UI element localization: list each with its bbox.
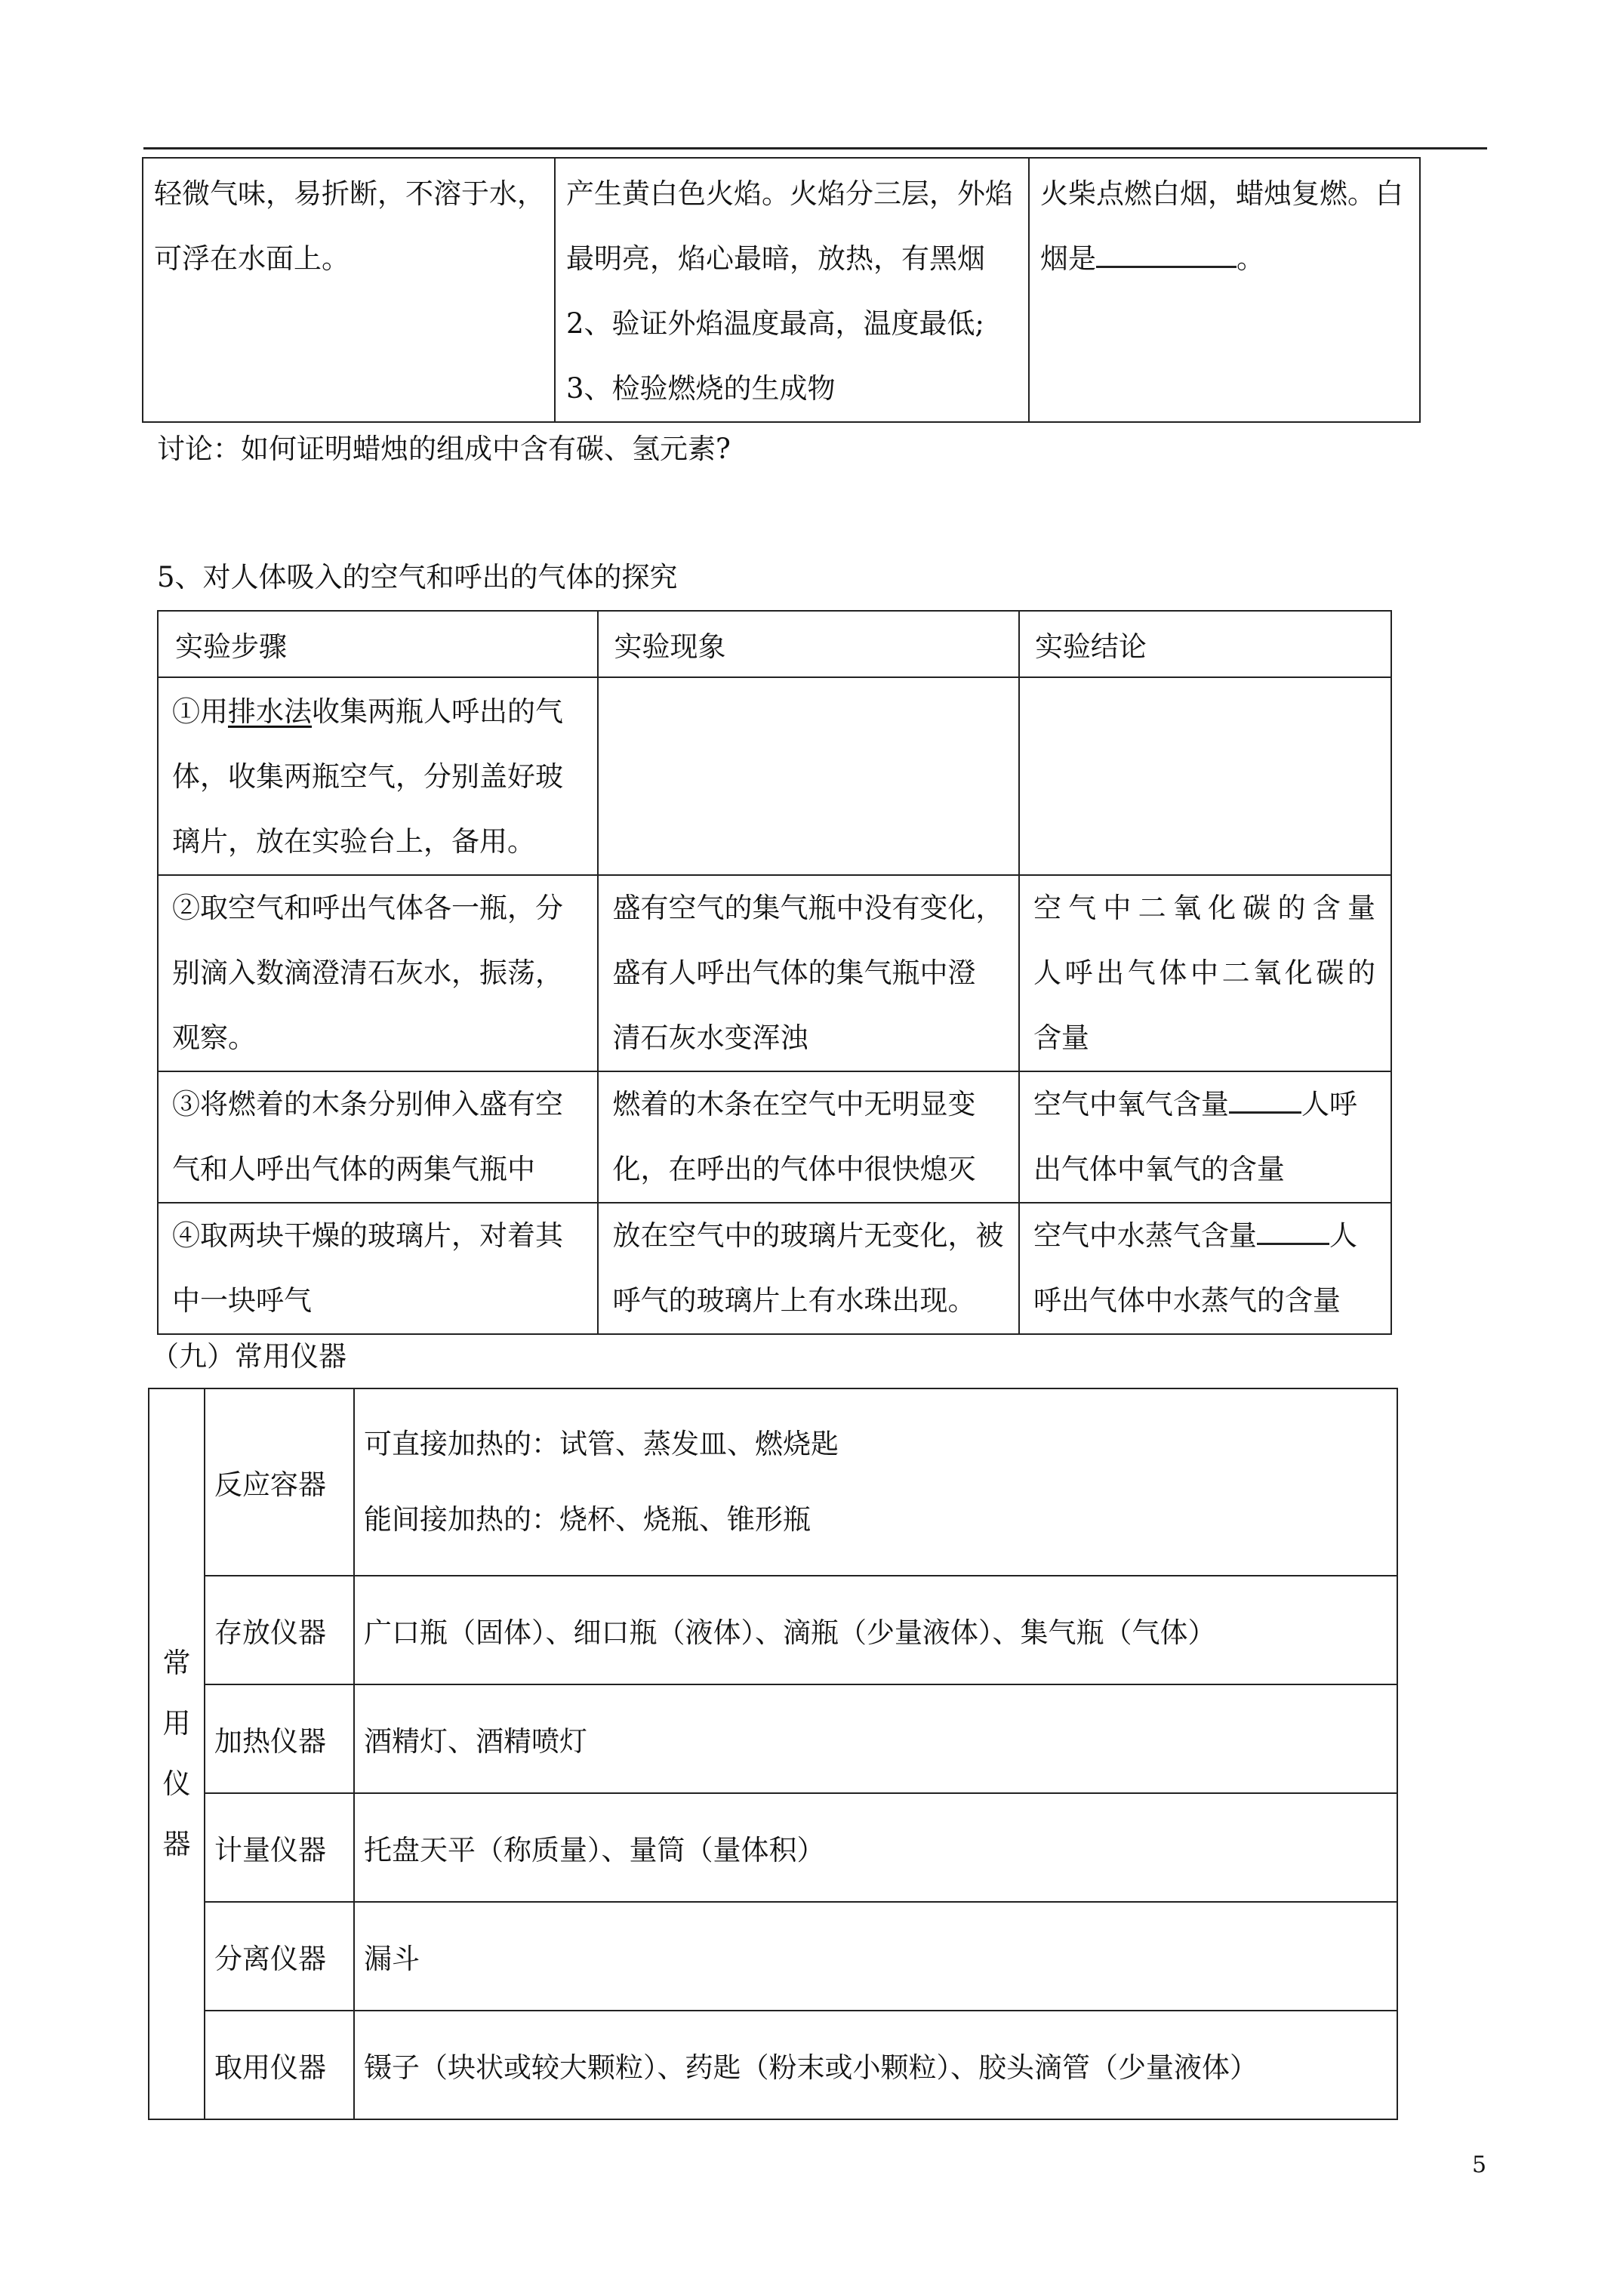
fill-in-blank — [1096, 236, 1236, 268]
flame-line-2: 最明亮，焰心最暗，放热，有黑烟 — [566, 242, 985, 275]
fill-in-blank — [1257, 1213, 1329, 1245]
side-label-cell — [149, 1388, 205, 2119]
instrument-list: 可直接加热的：试管、蒸发皿、燃烧匙 能间接加热的：烧杯、烧瓶、锥形瓶 — [354, 1388, 1397, 1576]
row1-step: ①用排水法收集两瓶人呼出的气 体，收集两瓶空气，分别盖好玻 璃片，放在实验台上，备用。 — [158, 677, 598, 875]
table-row — [158, 677, 1391, 875]
row4-step: ④取两块干燥的玻璃片，对着其 中一块呼气 — [158, 1203, 598, 1334]
instrument-list: 托盘天平（称质量）、量筒（量体积） — [354, 1793, 1397, 1902]
candle-table — [142, 157, 1421, 423]
table-row — [149, 1902, 1397, 2011]
row2-step: ②取空气和呼出气体各一瓶，分 别滴入数滴澄清石灰水，振荡， 观察。 — [158, 875, 598, 1071]
row3-step: ③将燃着的木条分别伸入盛有空 气和人呼出气体的两集气瓶中 — [158, 1071, 598, 1203]
instrument-category: 存放仪器 — [205, 1576, 354, 1684]
instrument-category: 加热仪器 — [205, 1684, 354, 1793]
discussion-text: 讨论：如何证明蜡烛的组成中含有碳、氢元素? — [157, 433, 731, 465]
flame-line-3: 2、验证外焰温度最高，温度最低; — [566, 307, 985, 340]
section9-title: （九）常用仪器 — [151, 1340, 346, 1373]
side-label-char: 器 — [162, 1828, 191, 1860]
table-row — [149, 1388, 1397, 1576]
table-row — [149, 1684, 1397, 1793]
table-row — [158, 875, 1391, 1071]
row3-conclusion: 空气中氧气含量 人呼 出气体中氧气的含量 — [1019, 1071, 1391, 1203]
instrument-list: 酒精灯、酒精喷灯 — [354, 1684, 1397, 1793]
row3-phenomenon: 燃着的木条在空气中无明显变 化，在呼出的气体中很快熄灭 — [598, 1071, 1018, 1203]
table-row — [158, 1203, 1391, 1334]
table-row — [149, 2011, 1397, 2119]
instrument-category: 反应容器 — [205, 1388, 354, 1576]
side-label-char: 用 — [162, 1707, 191, 1740]
row4-conclusion: 空气中水蒸气含量 人 呼出气体中水蒸气的含量 — [1019, 1203, 1391, 1334]
instrument-category: 计量仪器 — [205, 1793, 354, 1902]
row1-conclusion — [1019, 677, 1391, 875]
smoke-line-2 — [1040, 227, 1410, 291]
flame-line-4: 3、检验燃烧的生成物 — [566, 372, 836, 405]
instrument-list: 镊子（块状或较大颗粒）、药匙（粉末或小颗粒）、胶头滴管（少量液体） — [354, 2011, 1397, 2119]
table-row — [149, 1793, 1397, 1902]
side-label-char: 常 — [162, 1647, 191, 1679]
page-number: 5 — [1472, 2152, 1487, 2178]
header-phenomenon: 实验现象 — [598, 611, 1018, 677]
row2-phenomenon: 盛有空气的集气瓶中没有变化， 盛有人呼出气体的集气瓶中澄 清石灰水变浑浊 — [598, 875, 1018, 1071]
row1-phenomenon — [598, 677, 1018, 875]
instruments-table — [148, 1388, 1398, 2120]
header-rule — [143, 147, 1487, 149]
underlined-method: 排水法 — [228, 695, 312, 728]
candle-properties-cell — [143, 158, 555, 422]
candle-prop-line-2: 可浮在水面上。 — [154, 242, 350, 275]
smoke-line-2-prefix: 烟是 — [1039, 242, 1096, 275]
candle-prop-line-1: 轻微气味，易折断，不溶于水， — [154, 177, 545, 210]
instrument-category: 分离仪器 — [205, 1902, 354, 2011]
row2-conclusion: 空气中二氧化碳的含量 人呼出气体中二氧化碳的 含量 — [1019, 875, 1391, 1071]
table-row — [149, 1576, 1397, 1684]
flame-line-1: 产生黄白色火焰。火焰分三层，外焰 — [566, 177, 1013, 210]
breath-experiment-table — [157, 610, 1392, 1335]
header-conclusion: 实验结论 — [1019, 611, 1391, 677]
instrument-list: 广口瓶（固体）、细口瓶（液体）、滴瓶（少量液体）、集气瓶（气体） — [354, 1576, 1397, 1684]
header-step: 实验步骤 — [158, 611, 598, 677]
side-label-char: 仪 — [162, 1767, 191, 1800]
instrument-list: 漏斗 — [354, 1902, 1397, 2011]
section5-title: 5、对人体吸入的空气和呼出的气体的探究 — [157, 561, 678, 593]
candle-smoke-cell — [1029, 158, 1420, 422]
smoke-line-1: 火柴点燃白烟，蜡烛复燃。白 — [1039, 177, 1403, 210]
fill-in-blank — [1229, 1081, 1301, 1114]
instrument-category: 取用仪器 — [205, 2011, 354, 2119]
row4-phenomenon: 放在空气中的玻璃片无变化，被 呼气的玻璃片上有水珠出现。 — [598, 1203, 1018, 1334]
table-row — [158, 1071, 1391, 1203]
smoke-line-2-suffix: 。 — [1236, 242, 1264, 275]
candle-flame-cell — [555, 158, 1029, 422]
